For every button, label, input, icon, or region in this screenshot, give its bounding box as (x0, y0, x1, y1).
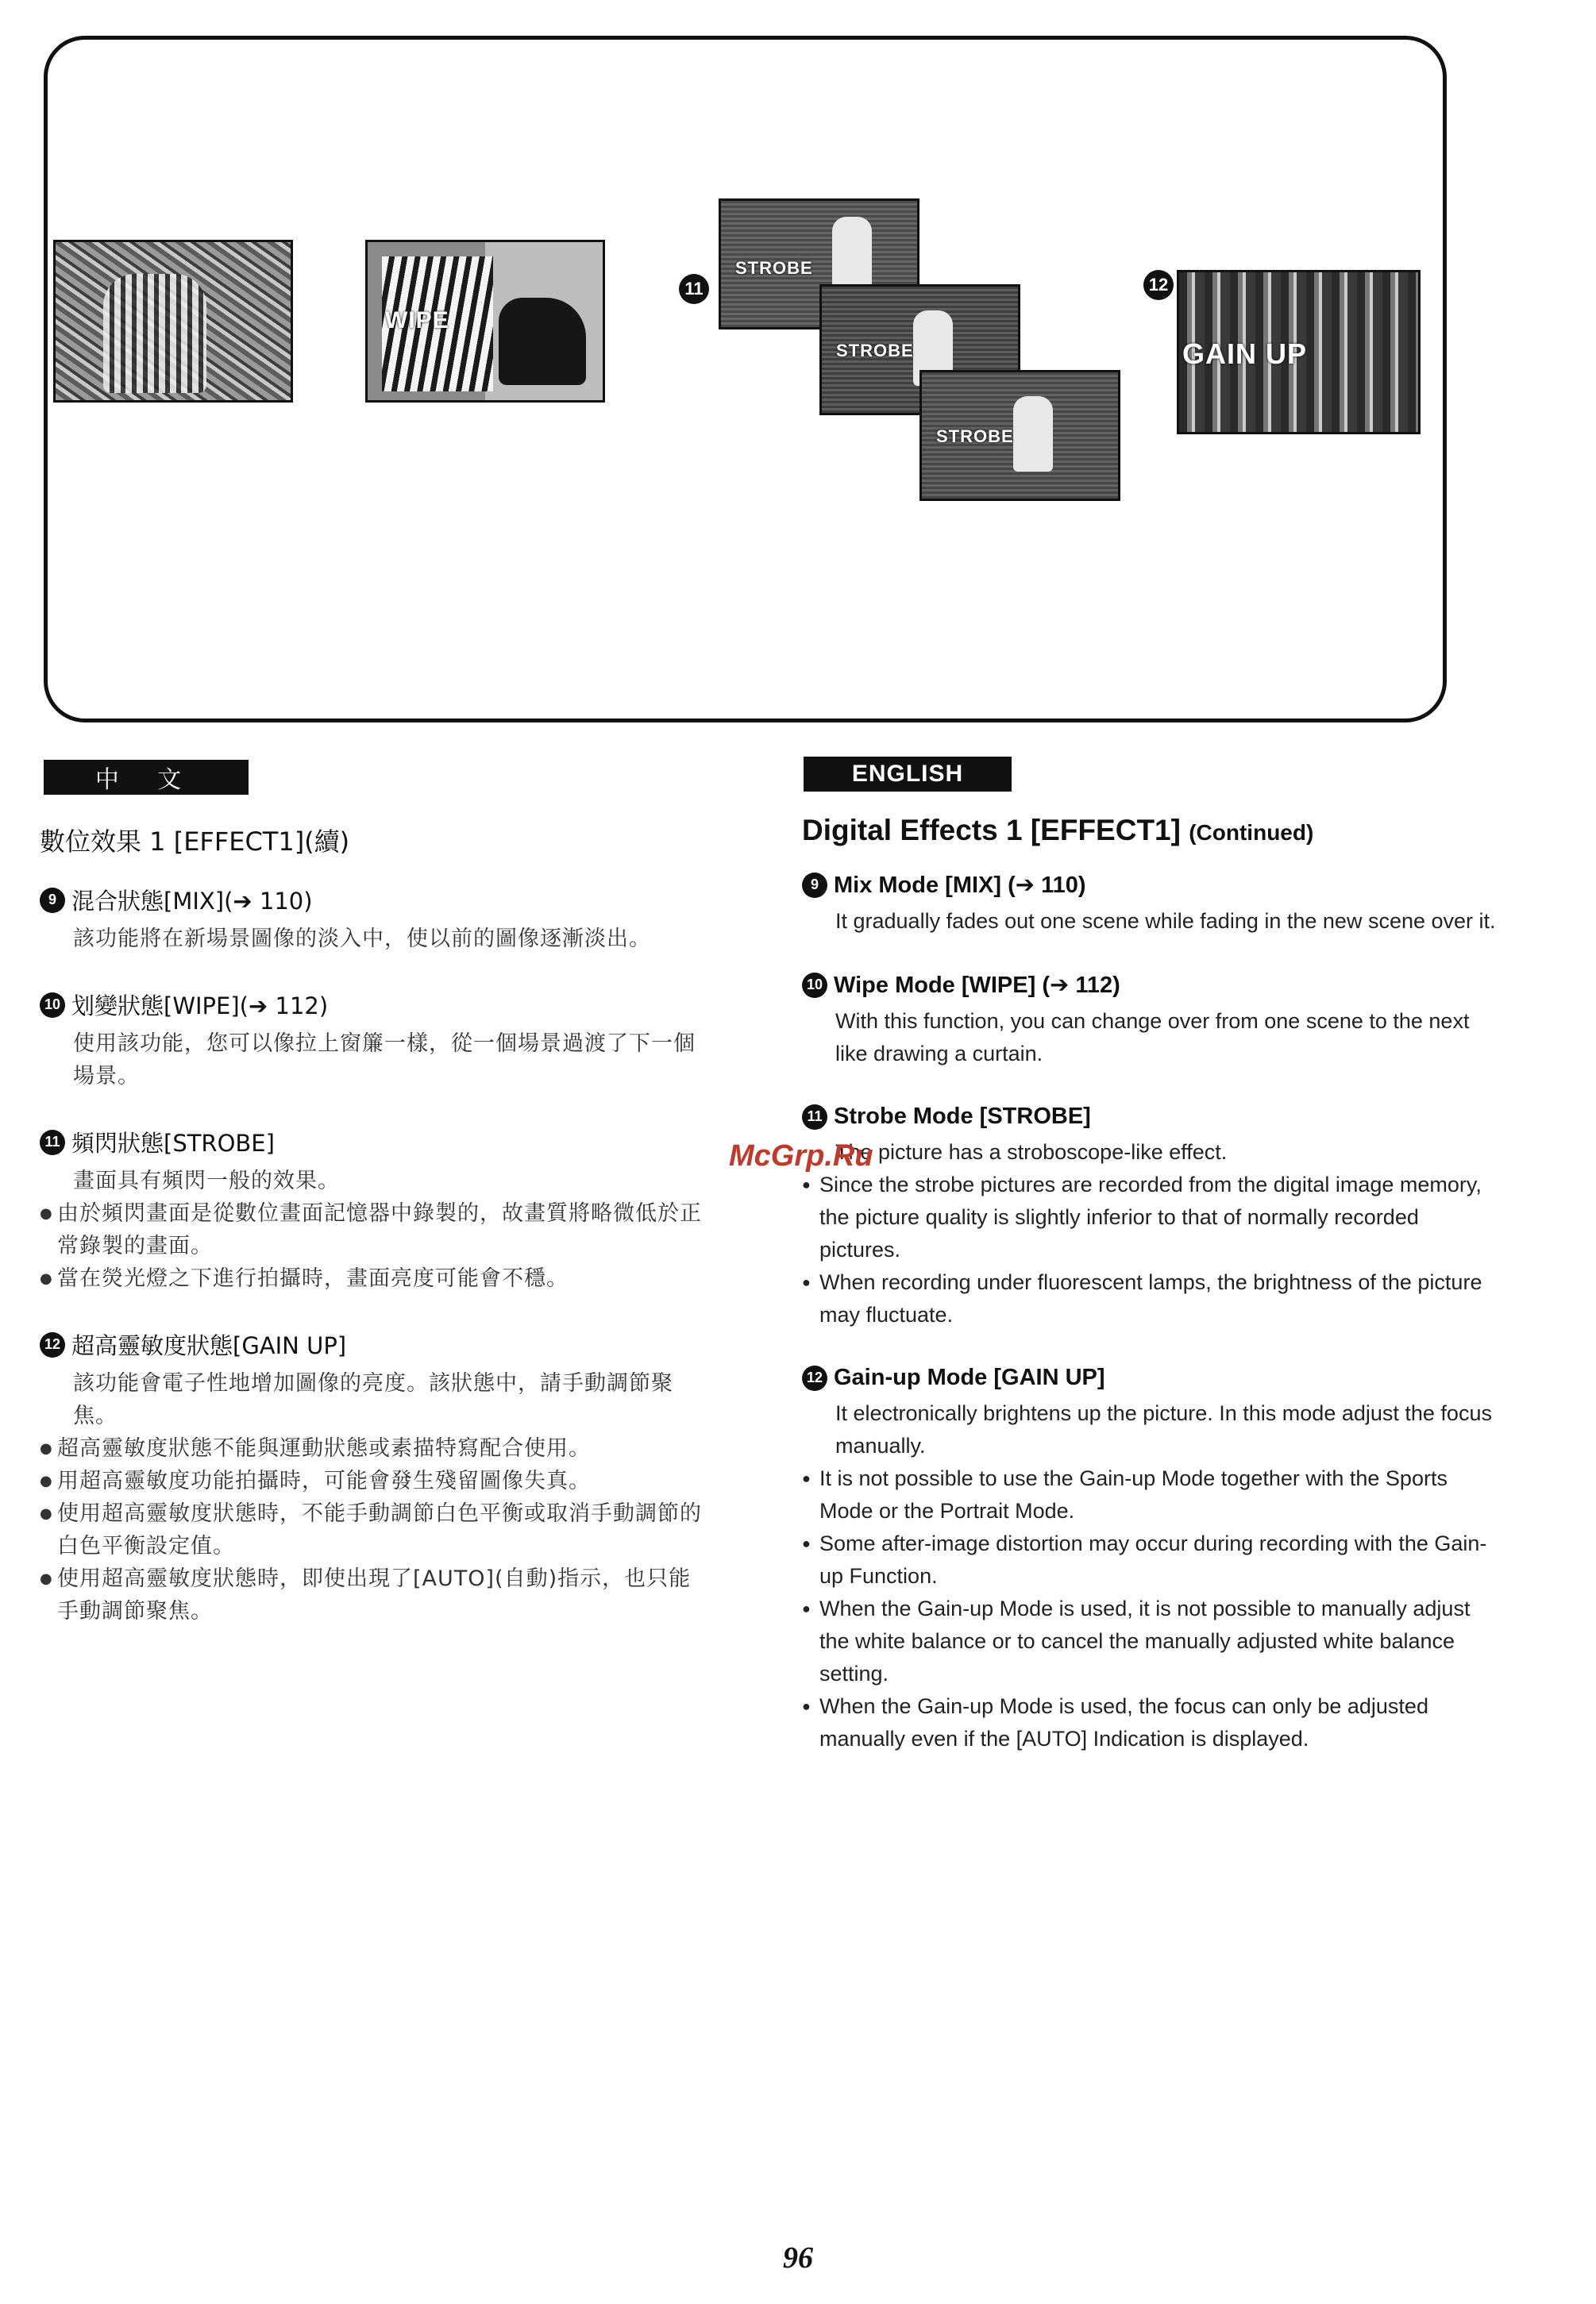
item-number: 11 (802, 1104, 827, 1130)
chinese-title: 數位效果 1 [EFFECT1](續) (40, 826, 350, 857)
wipe-mode-photo (365, 240, 605, 403)
item-heading: 頻閃狀態[STROBE] (71, 1130, 275, 1157)
item-heading: 混合狀態[MIX](➔ 110) (71, 888, 313, 915)
zebra-figure (103, 274, 206, 393)
wipe-label: WIPE (385, 307, 449, 333)
note-bullet: ● When recording under fluorescent lamps, the brightness of the picture may fluctuate. (802, 1266, 1501, 1331)
chinese-item-mix (40, 884, 707, 955)
page-number: 96 (783, 2241, 813, 2275)
gain-up-photo (1177, 270, 1421, 434)
item-description: 該功能將在新場景圖像的淡入中，使以前的圖像逐漸淡出。 (73, 927, 651, 951)
continued-label: (Continued) (1189, 820, 1314, 845)
item-number: 10 (40, 992, 65, 1018)
english-item-mix (802, 871, 1501, 938)
item-description: 使用該功能，您可以像拉上窗簾一樣，從一個場景過渡了下一個場景。 (73, 1031, 696, 1088)
item-description: It electronically brightens up the picture. In this mode adjust the focus manually. (835, 1401, 1492, 1458)
english-item-wipe (802, 971, 1501, 1070)
chinese-section-header: 中 文 (44, 760, 249, 795)
english-title-text: Digital Effects 1 [EFFECT1] (802, 814, 1181, 846)
note-bullet: ● Some after-image distortion may occur during recording with the Gain-up Function. (802, 1528, 1501, 1593)
note-bullet: ● 使用超高靈敏度狀態時，即使出現了[AUTO](自動)指示，也只能手動調節聚焦。 (40, 1562, 707, 1628)
note-bullet: ● Since the strobe pictures are recorded from the digital image memory, the picture quality is slightly inferior to that of normally recorded pictures. (802, 1169, 1501, 1266)
strobe-label-3: STROBE (936, 426, 1014, 446)
item-heading: Mix Mode [MIX] (➔ 110) (834, 873, 1086, 898)
strobe-label-2: STROBE (836, 341, 914, 360)
item-number: 11 (40, 1130, 65, 1155)
runner-figure (1013, 396, 1053, 472)
item-number: 9 (40, 888, 65, 913)
note-bullet: ● 由於頻閃畫面是從數位畫面記憶器中錄製的，故畫質將略微低於正常錄製的畫面。 (40, 1197, 707, 1262)
mix-mode-photo (53, 240, 293, 403)
english-title (802, 814, 1501, 847)
note-bullet: ● 用超高靈敏度功能拍攝時，可能會發生殘留圖像失真。 (40, 1465, 707, 1497)
chinese-column (40, 822, 707, 1661)
item-number: 12 (802, 1366, 827, 1391)
item-heading: 划變狀態[WIPE](➔ 112) (71, 992, 329, 1019)
item-number: 9 (802, 873, 827, 898)
item-heading: Wipe Mode [WIPE] (➔ 112) (834, 973, 1120, 998)
runner-figure (832, 217, 872, 292)
english-column (802, 814, 1501, 1789)
item-description: The picture has a stroboscope-like effect. (835, 1140, 1228, 1164)
chinese-item-gain-up (40, 1328, 707, 1628)
strobe-label-1: STROBE (735, 258, 813, 278)
english-item-gain-up (802, 1365, 1501, 1755)
gain-up-label: GAIN UP (1182, 337, 1308, 370)
note-bullet: ● 當在熒光燈之下進行拍攝時，畫面亮度可能會不穩。 (40, 1262, 707, 1295)
note-bullet: ● 使用超高靈敏度狀態時，不能手動調節白色平衡或取消手動調節的白色平衡設定值。 (40, 1497, 707, 1562)
item-description: 畫面具有頻閃一般的效果。 (73, 1169, 340, 1193)
item-description: With this function, you can change over from one scene to the next like drawing a curtain. (835, 1009, 1470, 1065)
note-bullet: ● It is not possible to use the Gain-up Mode together with the Sports Mode or the Portrait Mode. (802, 1462, 1501, 1528)
watermark: McGrp.Ru (729, 1139, 873, 1173)
item-heading: Gain-up Mode [GAIN UP] (834, 1365, 1105, 1390)
chinese-item-strobe (40, 1126, 707, 1295)
step-number-12: 12 (1143, 270, 1174, 300)
item-heading: Strobe Mode [STROBE] (834, 1104, 1091, 1129)
horse-figure (499, 298, 586, 385)
item-heading: 超高靈敏度狀態[GAIN UP] (71, 1332, 347, 1359)
note-bullet: ● 超高靈敏度狀態不能與運動狀態或素描特寫配合使用。 (40, 1432, 707, 1465)
item-description: It gradually fades out one scene while fading in the new scene over it. (835, 909, 1496, 933)
strobe-photo-3 (919, 370, 1120, 501)
chinese-item-wipe (40, 988, 707, 1092)
step-number-11: 11 (679, 274, 709, 304)
item-number: 12 (40, 1332, 65, 1358)
note-bullet: ● When the Gain-up Mode is used, it is not possible to manually adjust the white balance or to cancel the manually adjusted white balance setting. (802, 1593, 1501, 1690)
english-item-strobe (802, 1104, 1501, 1331)
item-description: 該功能會電子性地增加圖像的亮度。該狀態中，請手動調節聚焦。 (73, 1371, 673, 1428)
item-number: 10 (802, 973, 827, 998)
english-section-header: ENGLISH (804, 757, 1012, 792)
note-bullet: ● When the Gain-up Mode is used, the focus can only be adjusted manually even if the [AUTO] Indication is displayed. (802, 1690, 1501, 1755)
